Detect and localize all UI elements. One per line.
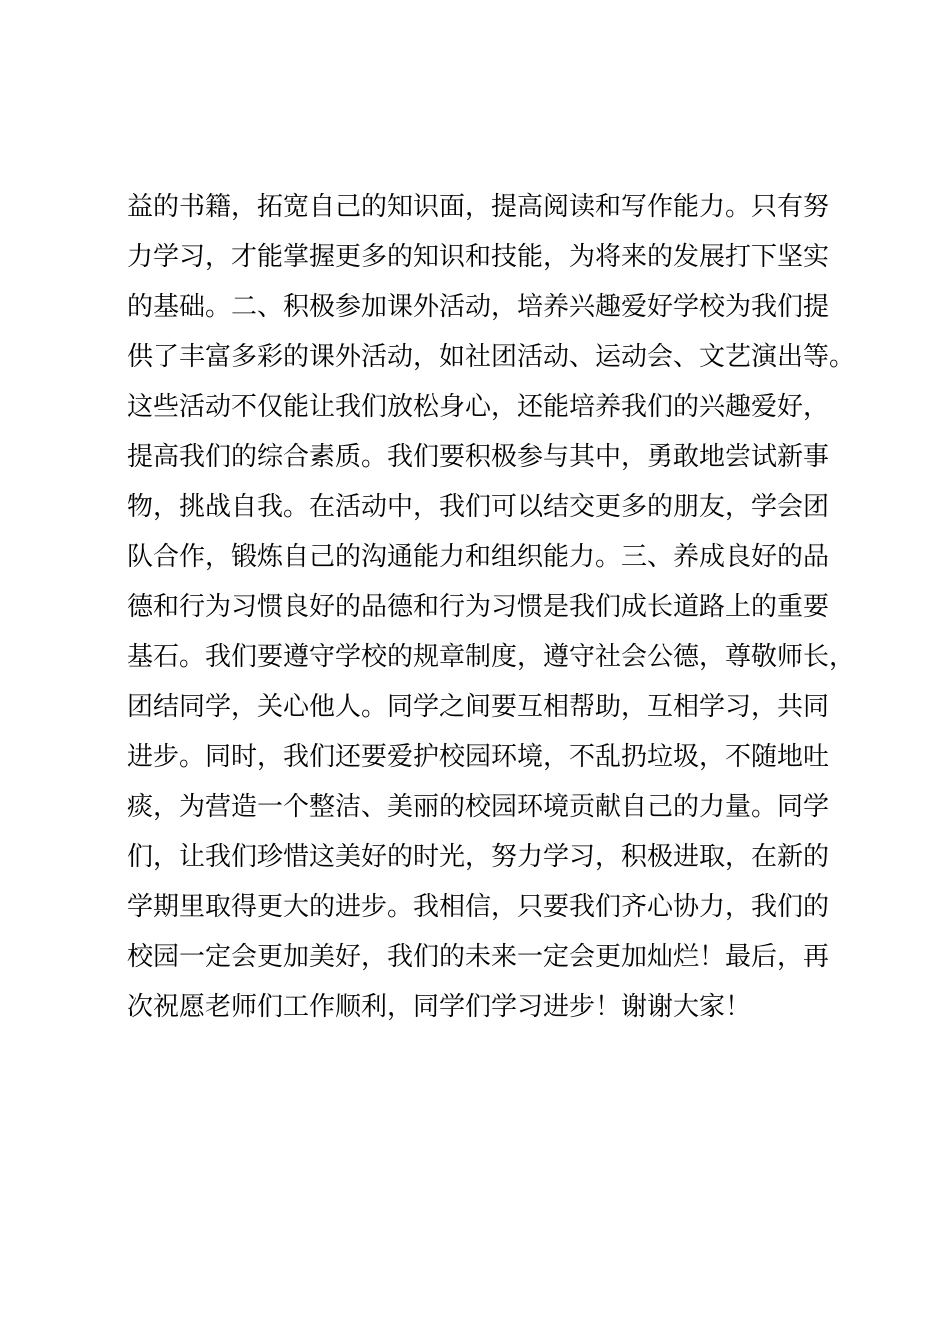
text-line: 的基础。二、积极参加课外活动，培养兴趣爱好学校为我们提 bbox=[127, 292, 830, 322]
text-line: 这些活动不仅能让我们放松身心，还能培养我们的兴趣爱好， bbox=[127, 392, 830, 422]
text-line: 供了丰富多彩的课外活动，如社团活动、运动会、文艺演出等。 bbox=[127, 342, 856, 372]
text-line: 进步。同时，我们还要爱护校园环境，不乱扔垃圾，不随地吐 bbox=[127, 742, 830, 772]
text-line: 痰，为营造一个整洁、美丽的校园环境贡献自己的力量。同学 bbox=[127, 792, 830, 822]
text-line: 基石。我们要遵守学校的规章制度，遵守社会公德，尊敬师长， bbox=[127, 642, 856, 672]
text-line: 学期里取得更大的进步。我相信，只要我们齐心协力，我们的 bbox=[127, 892, 830, 922]
text-line: 团结同学，关心他人。同学之间要互相帮助，互相学习，共同 bbox=[127, 692, 830, 722]
text-line: 校园一定会更加美好，我们的未来一定会更加灿烂！最后，再 bbox=[127, 942, 830, 972]
text-line: 德和行为习惯良好的品德和行为习惯是我们成长道路上的重要 bbox=[127, 592, 830, 622]
text-line: 们，让我们珍惜这美好的时光，努力学习，积极进取，在新的 bbox=[127, 842, 830, 872]
text-line: 队合作，锻炼自己的沟通能力和组织能力。三、养成良好的品 bbox=[127, 542, 830, 572]
text-line: 次祝愿老师们工作顺利，同学们学习进步！谢谢大家！ bbox=[127, 992, 752, 1022]
text-line: 力学习，才能掌握更多的知识和技能，为将来的发展打下坚实 bbox=[127, 242, 830, 272]
text-line: 物，挑战自我。在活动中，我们可以结交更多的朋友，学会团 bbox=[127, 492, 830, 522]
text-line: 提高我们的综合素质。我们要积极参与其中，勇敢地尝试新事 bbox=[127, 442, 830, 472]
body-text bbox=[127, 182, 867, 1032]
text-line: 益的书籍，拓宽自己的知识面，提高阅读和写作能力。只有努 bbox=[127, 192, 830, 222]
